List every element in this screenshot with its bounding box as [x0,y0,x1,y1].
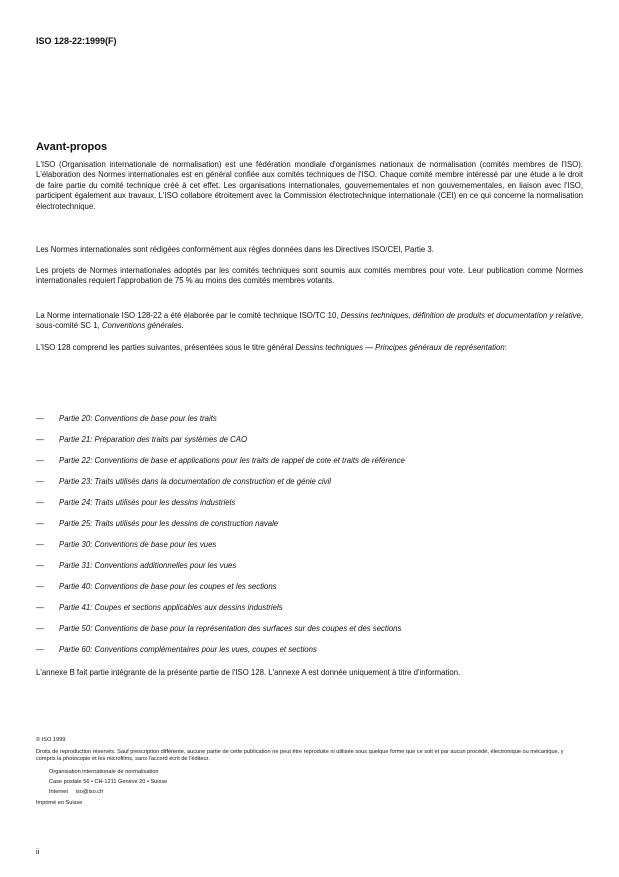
org-internet: Internet iso@iso.ch [49,789,104,795]
paragraph-directives: Les Normes internationales sont rédigées conformément aux règles données dans les Directives ISO/CEI, Partie 3. [36,245,434,254]
list-item [36,645,583,666]
dash-bullet: — [36,435,44,444]
text: Dessins techniques, définition de produits et documentation y relative [340,311,581,320]
list-item [36,435,583,456]
part-title: Partie 24: Traits utilisés pour les dessins industriels [59,498,236,507]
org-address: Case postale 56 • CH-1211 Genève 20 • Suisse [49,779,168,785]
dash-bullet: — [36,498,44,507]
copyright: © ISO 1999 [36,737,66,743]
list-item [36,456,583,477]
list-item [36,477,583,498]
dash-bullet: — [36,603,44,612]
part-title: Partie 31: Conventions additionnelles pour les vues [59,561,237,570]
paragraph-committee [36,311,583,332]
dash-bullet: — [36,561,44,570]
paragraph-annexes: L'annexe B fait partie intégrante de la présente partie de l'ISO 128. L'annexe A est donnée uniquement à titre d'information. [36,668,461,677]
text: Conventions générales. [101,321,184,331]
part-title: Partie 22: Conventions de base et applications pour les traits de rappel de cote et traits de référence [59,456,405,465]
list-item [36,498,583,519]
list-item [36,414,583,435]
part-title: Partie 25: Traits utilisés pour les dessins de construction navale [59,519,279,528]
list-item [36,582,583,603]
list-item [36,519,583,540]
dash-bullet: — [36,477,44,486]
dash-bullet: — [36,519,44,528]
document-header: ISO 128-22:1999(F) [36,36,117,46]
rights-notice: Droits de reproduction réservés. Sauf prescription différente, aucune partie de cette publication ne peut être reproduite ni utilisée sous quelque forme que ce soit et par aucun procédé, électronique ou mécanique, y compris la photocopie et les microfilms, sans l'accord écrit de l'éditeur. [36,749,564,763]
list-item [36,603,583,624]
part-title: Partie 40: Conventions de base pour les coupes et les sections [59,582,277,591]
dash-bullet: — [36,414,44,423]
dash-bullet: — [36,456,44,465]
part-title: Partie 21: Préparation des traits par systèmes de CAO [59,435,248,444]
dash-bullet: — [36,645,44,654]
part-title: Partie 50: Conventions de base pour la représentation des surfaces sur des coupes et des sections [59,624,402,633]
part-title: Partie 60: Conventions complémentaires pour les vues, coupes et sections [59,645,317,654]
printed-in: Imprimé en Suisse [36,800,83,806]
paragraph-vote: Les projets de Normes internationales adoptés par les comités techniques sont soumis aux comités membres pour vote. Leur publication comme Normes internationales requiert l'approbation de 75 % au moins des comités membres votants. [36,266,583,286]
org-name: Organisation internationale de normalisation [49,769,159,775]
part-title: Partie 20: Conventions de base pour les traits [59,414,217,423]
text: : [504,343,507,352]
part-title: Partie 23: Traits utilisés dans la documentation de construction et de génie civil [59,477,332,486]
part-title: Partie 30: Conventions de base pour les vues [59,540,217,549]
paragraph-parts-intro [36,343,583,353]
parts-list [36,414,583,666]
dash-bullet: — [36,540,44,549]
list-item [36,540,583,561]
page-number: ii [36,847,40,856]
dash-bullet: — [36,624,44,633]
list-item [36,561,583,582]
list-item [36,624,583,645]
text: La Norme internationale ISO 128-22 a été élaborée par le comité technique ISO/TC 10, [36,311,341,320]
text: , sous-comité SC 1, [36,311,583,331]
text: L'ISO 128 comprend les parties suivantes, présentées sous le titre général [36,343,296,352]
paragraph-iso-intro: L'ISO (Organisation internationale de normalisation) est une fédération mondiale d'organismes nationaux de normalisation (comités membres de l'ISO). L'élaboration des Normes internationales est en général confiée aux comités techniques de l'ISO. Chaque comité membre intéressé par une étude a le droit de faire partie du comité technique créé à cet effet. Les organisations internationales, gouvernementales et non gouvernementales, en liaison avec l'ISO, participent également aux travaux. L'ISO collabore étroitement avec la Commission électrotechnique internationale (CEI) en ce qui concerne la normalisation électrotechnique. [36,160,583,211]
dash-bullet: — [36,582,44,591]
text: Dessins techniques — Principes généraux de représentation [295,343,505,352]
section-title: Avant-propos [36,141,108,153]
part-title: Partie 41: Coupes et sections applicables aux dessins industriels [59,603,283,612]
